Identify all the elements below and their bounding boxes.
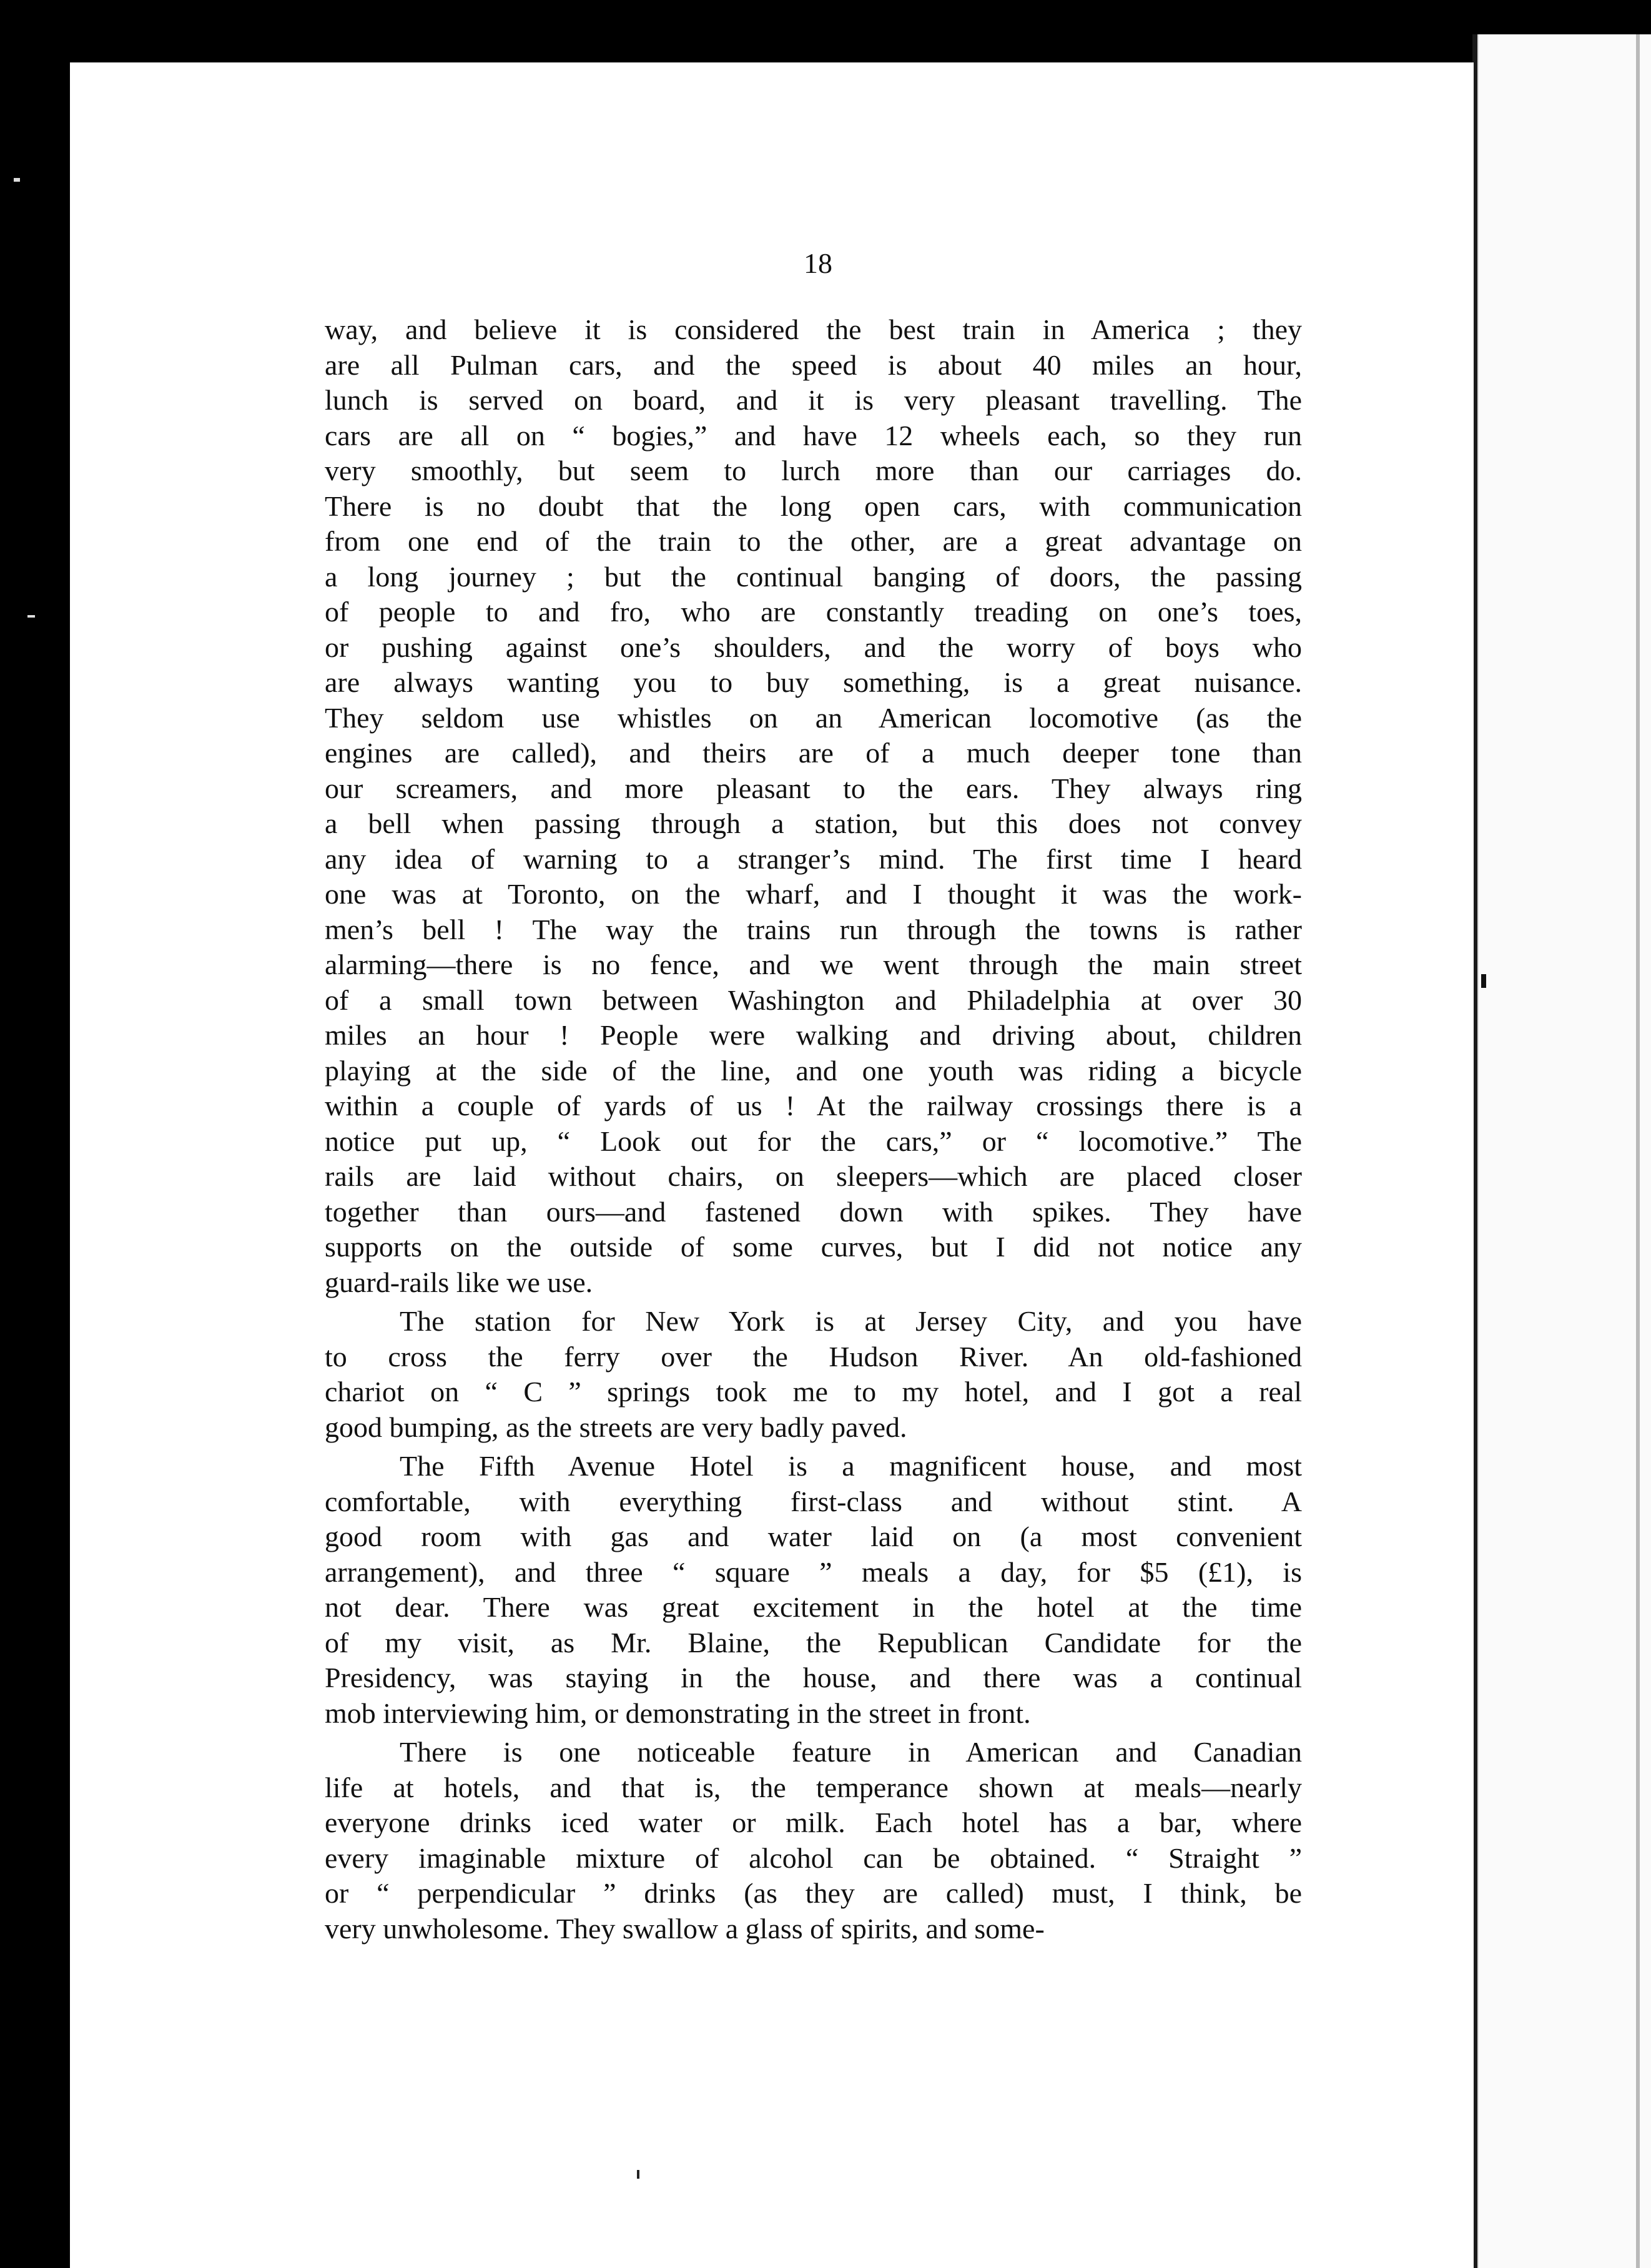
text-line: very unwholesome. They swallow a glass of spirits, and some- bbox=[325, 1912, 1045, 1945]
text-line: engines are called), and theirs are of a much deeper tone than bbox=[325, 737, 1302, 769]
text-line: one was at Toronto, on the wharf, and I thought it was the work- bbox=[325, 878, 1302, 910]
margin-speck bbox=[637, 2170, 639, 2179]
margin-speck bbox=[14, 178, 20, 182]
text-line: are all Pulman cars, and the speed is about 40 miles an hour, bbox=[325, 348, 1302, 381]
text-line: everyone drinks iced water or milk. Each hotel has a bar, where bbox=[325, 1807, 1302, 1838]
text-line: or pushing against one’s shoulders, and the worry of boys who bbox=[325, 631, 1302, 663]
text-line: alarming—there is no fence, and we went through the main street bbox=[325, 949, 1302, 980]
text-line: a bell when passing through a station, but this does not convey bbox=[325, 807, 1302, 839]
text-line: any idea of warning to a stranger’s mind. The first time I heard bbox=[325, 842, 1302, 875]
body-text bbox=[325, 312, 1302, 1946]
text-line: every imaginable mixture of alcohol can be obtained. “ Straight ” bbox=[325, 1842, 1302, 1874]
text-line: There is no doubt that the long open cars, with communication bbox=[325, 490, 1302, 522]
text-line: or “ perpendicular ” drinks (as they are called) must, I think, be bbox=[325, 1877, 1302, 1909]
margin-speck bbox=[1481, 974, 1486, 988]
text-line: The station for New York is at Jersey City, and you have bbox=[400, 1305, 1302, 1337]
text-line: together than ours—and fastened down with spikes. They have bbox=[325, 1195, 1302, 1228]
paragraph bbox=[325, 312, 1302, 1300]
text-line: Presidency, was staying in the house, and there was a continual bbox=[325, 1662, 1302, 1694]
adjacent-page-shadow bbox=[1636, 34, 1640, 2268]
scan-background-left bbox=[0, 0, 70, 2268]
paragraph bbox=[325, 1735, 1302, 1946]
paragraph bbox=[325, 1449, 1302, 1731]
paragraph bbox=[325, 1304, 1302, 1445]
text-line: rails are laid without chairs, on sleepers—which are placed closer bbox=[325, 1160, 1302, 1192]
text-line: men’s bell ! The way the trains run through the towns is rather bbox=[325, 913, 1302, 945]
text-line: playing at the side of the line, and one youth was riding a bicycle bbox=[325, 1054, 1302, 1087]
text-line: good bumping, as the streets are very badly paved. bbox=[325, 1411, 907, 1443]
text-line: mob interviewing him, or demonstrating in the street in front. bbox=[325, 1697, 1031, 1729]
adjacent-page-edge bbox=[1477, 34, 1651, 2268]
text-line: lunch is served on board, and it is very pleasant travelling. The bbox=[325, 384, 1302, 416]
text-line: supports on the outside of some curves, but I did not notice any bbox=[325, 1231, 1302, 1263]
text-line: good room with gas and water laid on (a most convenient bbox=[325, 1521, 1302, 1552]
page-number: 18 bbox=[804, 247, 832, 279]
text-line: to cross the ferry over the Hudson River. An old-fashioned bbox=[325, 1340, 1302, 1373]
text-line: The Fifth Avenue Hotel is a magnificent house, and most bbox=[400, 1450, 1302, 1482]
text-line: miles an hour ! People were walking and driving about, children bbox=[325, 1019, 1302, 1051]
text-line: way, and believe it is considered the best train in America ; they bbox=[325, 313, 1302, 345]
text-line: a long journey ; but the continual banging of doors, the passing bbox=[325, 560, 1302, 593]
text-line: of my visit, as Mr. Blaine, the Republican Candidate for the bbox=[325, 1626, 1302, 1659]
text-line: They seldom use whistles on an American locomotive (as the bbox=[325, 701, 1302, 734]
text-line: life at hotels, and that is, the temperance shown at meals—nearly bbox=[325, 1771, 1302, 1803]
text-line: very smoothly, but seem to lurch more than our carriages do. bbox=[325, 455, 1302, 486]
text-line: notice put up, “ Look out for the cars,” or “ locomotive.” The bbox=[325, 1125, 1302, 1157]
text-line: comfortable, with everything first-class and without stint. A bbox=[325, 1485, 1302, 1517]
scan-background-top bbox=[0, 0, 1651, 62]
text-line: chariot on “ C ” springs took me to my hotel, and I got a real bbox=[325, 1376, 1302, 1408]
text-line: from one end of the train to the other, are a great advantage on bbox=[325, 525, 1302, 557]
text-line: are always wanting you to buy something, is a great nuisance. bbox=[325, 666, 1302, 698]
text-line: arrangement), and three “ square ” meals a day, for $5 (£1), is bbox=[325, 1556, 1302, 1588]
text-line: cars are all on “ bogies,” and have 12 wheels each, so they run bbox=[325, 419, 1302, 451]
text-line: guard-rails like we use. bbox=[325, 1266, 593, 1298]
margin-speck bbox=[27, 615, 35, 618]
text-line: within a couple of yards of us ! At the railway crossings there is a bbox=[325, 1090, 1302, 1122]
text-line: our screamers, and more pleasant to the ears. They always ring bbox=[325, 772, 1302, 804]
text-line: of a small town between Washington and Philadelphia at over 30 bbox=[325, 984, 1302, 1016]
text-line: There is one noticeable feature in American and Canadian bbox=[400, 1736, 1302, 1768]
text-line: not dear. There was great excitement in the hotel at the time bbox=[325, 1591, 1302, 1623]
text-line: of people to and fro, who are constantly treading on one’s toes, bbox=[325, 596, 1302, 628]
